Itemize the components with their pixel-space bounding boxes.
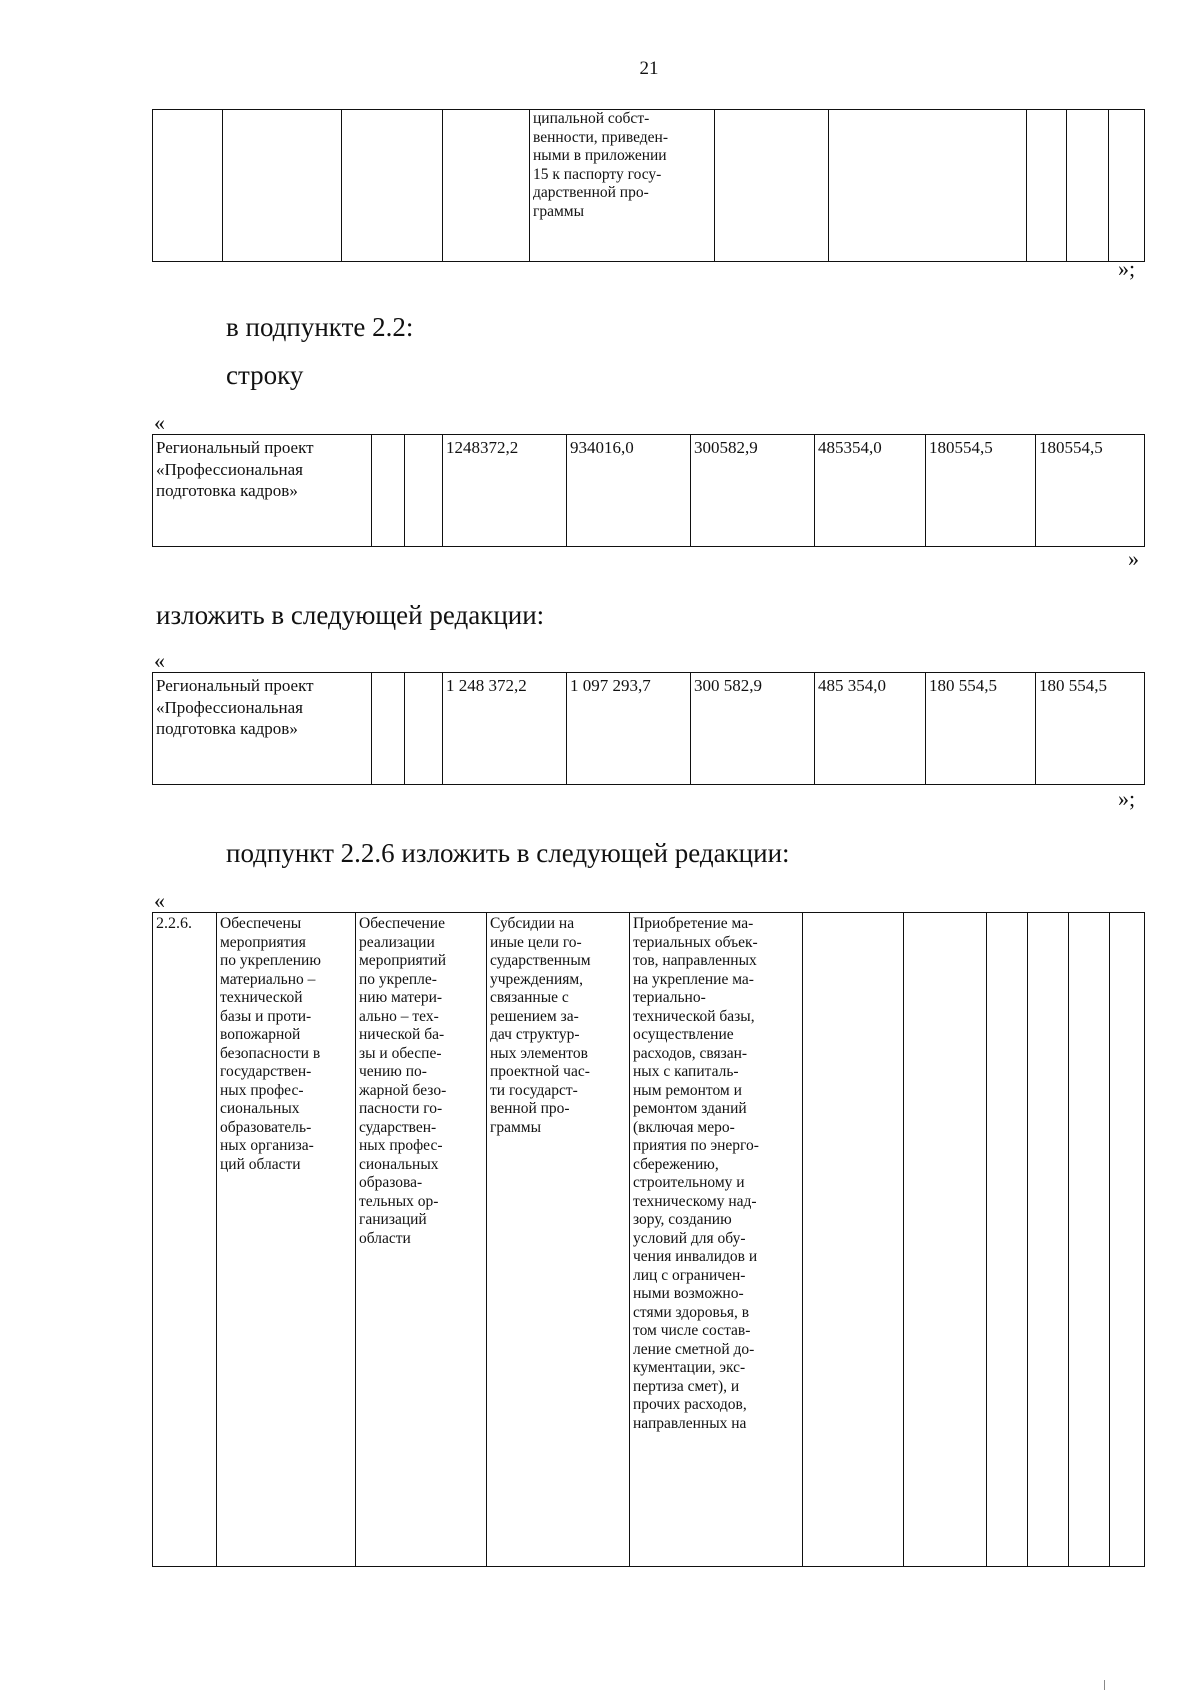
col4-line: сбережению, xyxy=(633,1155,719,1173)
col2-line: пасности го- xyxy=(359,1100,443,1117)
col2-text xyxy=(356,913,487,1567)
col1-line: ных организа- xyxy=(220,1137,314,1154)
old-value: 1248372,2 xyxy=(443,435,567,547)
top-cell-4 xyxy=(443,110,530,262)
col4-line: технической базы, xyxy=(633,1007,755,1025)
col2-line: ально – тех- xyxy=(359,1007,439,1025)
col4-line: приятия по энерго- xyxy=(633,1137,759,1154)
col3-text xyxy=(487,913,630,1567)
old-value: 934016,0 xyxy=(567,435,691,547)
col3-line: учреждениям, xyxy=(490,970,584,988)
col1-line: мероприятия xyxy=(220,933,306,951)
open-quote-2-2-6: « xyxy=(154,888,165,913)
col4-line: (включая меро- xyxy=(633,1118,735,1136)
old-row-name xyxy=(153,435,372,547)
col3-line: решением за- xyxy=(490,1007,579,1025)
col1-line: образователь- xyxy=(220,1118,312,1136)
top-cell-10 xyxy=(1109,110,1145,262)
col4-line: том числе состав- xyxy=(633,1322,751,1339)
old-empty-2 xyxy=(405,435,443,547)
col1-line: ных профес- xyxy=(220,1081,304,1099)
col2-line: ганизаций xyxy=(359,1211,427,1228)
col4-line: пертиза смет), и xyxy=(633,1377,740,1395)
col4-line: териально- xyxy=(633,989,706,1006)
col2-line: жарной безо- xyxy=(359,1081,447,1099)
col3-line: Субсидии на xyxy=(490,915,575,932)
col4-line: направленных на xyxy=(633,1414,747,1432)
col1-line: вопожарной xyxy=(220,1026,301,1043)
col4-line: строительному и xyxy=(633,1174,745,1191)
old-name-line: «Профессиональная xyxy=(156,459,303,479)
top-text-line: венности, приведен- xyxy=(533,128,668,146)
top-cell-1 xyxy=(153,110,223,262)
col4-line: чения инвалидов и xyxy=(633,1248,758,1265)
col5-empty xyxy=(803,913,904,1567)
col1-line: ций области xyxy=(220,1155,301,1173)
col2-line: области xyxy=(359,1229,411,1247)
top-text-line: 15 к паспорту госу- xyxy=(533,165,662,183)
table-2-2-6 xyxy=(152,912,1145,1567)
col1-line: сиональных xyxy=(220,1100,300,1117)
new-name-line: подготовка кадров» xyxy=(156,719,298,738)
old-name-line: Региональный проект xyxy=(156,438,314,457)
new-row-table xyxy=(152,672,1145,785)
col9-empty xyxy=(1069,913,1110,1567)
new-value: 180 554,5 xyxy=(926,673,1036,785)
top-text-line: дарственной про- xyxy=(533,184,649,201)
old-value: 485354,0 xyxy=(815,435,926,547)
col2-line: реализации xyxy=(359,933,435,951)
top-text-cell xyxy=(530,110,715,262)
open-quote-old: « xyxy=(154,410,165,435)
new-value: 1 097 293,7 xyxy=(567,673,691,785)
new-value: 300 582,9 xyxy=(691,673,815,785)
col4-line: ремонтом зданий xyxy=(633,1100,747,1117)
top-cell-9 xyxy=(1067,110,1109,262)
col2-line: по укрепле- xyxy=(359,970,437,988)
sub-2-2-6-heading: подпункт 2.2.6 изложить в следующей редакции: xyxy=(226,838,790,868)
col2-line: нической ба- xyxy=(359,1026,445,1043)
col4-line: Приобретение ма- xyxy=(633,915,754,932)
col4-line: техническому над- xyxy=(633,1192,757,1210)
new-name-line: Региональный проект xyxy=(156,676,314,695)
new-value: 180 554,5 xyxy=(1036,673,1145,785)
col3-line: дач структур- xyxy=(490,1026,580,1043)
col4-line: зору, созданию xyxy=(633,1211,732,1228)
col7-empty xyxy=(987,913,1028,1567)
old-value: 180554,5 xyxy=(1036,435,1145,547)
new-value: 485 354,0 xyxy=(815,673,926,785)
col2-line: образова- xyxy=(359,1174,423,1191)
new-name-line: «Профессиональная xyxy=(156,697,303,717)
col1-line: безопасности в xyxy=(220,1044,321,1062)
col3-line: граммы xyxy=(490,1118,542,1136)
col4-line: кументации, экс- xyxy=(633,1359,746,1376)
top-cell-3 xyxy=(342,110,443,262)
col3-line: венной про- xyxy=(490,1100,570,1117)
old-empty-1 xyxy=(372,435,405,547)
col1-line: материально – xyxy=(220,970,316,988)
col2-line: нию матери- xyxy=(359,989,443,1006)
scan-edge-mark xyxy=(1104,1680,1105,1690)
old-value: 300582,9 xyxy=(691,435,815,547)
col6-empty xyxy=(904,913,987,1567)
top-cell-7 xyxy=(829,110,1027,262)
col4-line: териальных объек- xyxy=(633,933,758,951)
col3-line: ти государст- xyxy=(490,1081,578,1099)
col4-line: лиц с ограничен- xyxy=(633,1266,746,1284)
page-number: 21 xyxy=(639,58,659,79)
top-text-line: ными в приложении xyxy=(533,147,667,164)
col4-line: расходов, связан- xyxy=(633,1044,748,1062)
col2-line: ных профес- xyxy=(359,1137,443,1154)
col4-text xyxy=(630,913,803,1567)
col3-line: связанные с xyxy=(490,989,569,1006)
close-quote-new: »; xyxy=(1118,786,1136,811)
col1-line: технической xyxy=(220,989,303,1006)
old-name-line: подготовка кадров» xyxy=(156,481,298,500)
top-text-line: ципальной собст- xyxy=(533,110,650,127)
new-empty-1 xyxy=(372,673,405,785)
top-cell-6 xyxy=(715,110,829,262)
section-heading: в подпункте 2.2: xyxy=(226,312,414,342)
col4-line: ным ремонтом и xyxy=(633,1081,742,1099)
top-cell-8 xyxy=(1027,110,1067,262)
col4-line: ных с капиталь- xyxy=(633,1063,739,1080)
close-quote-old: » xyxy=(1128,546,1139,571)
col1-line: базы и проти- xyxy=(220,1007,312,1025)
old-value: 180554,5 xyxy=(926,435,1036,547)
col4-line: прочих расходов, xyxy=(633,1396,747,1413)
row-number: 2.2.6. xyxy=(153,913,217,1567)
col3-line: проектной час- xyxy=(490,1063,590,1080)
col3-line: сударственным xyxy=(490,952,591,969)
col2-line: Обеспечение xyxy=(359,915,445,932)
col3-line: иные цели го- xyxy=(490,933,582,951)
new-empty-2 xyxy=(405,673,443,785)
replace-heading: изложить в следующей редакции: xyxy=(156,600,545,630)
col1-text xyxy=(217,913,356,1567)
col3-line: ных элементов xyxy=(490,1044,588,1062)
old-row-table xyxy=(152,434,1145,547)
col1-line: по укреплению xyxy=(220,952,321,969)
col2-line: зы и обеспе- xyxy=(359,1044,442,1062)
col2-line: тельных ор- xyxy=(359,1192,439,1210)
col2-line: мероприятий xyxy=(359,952,447,969)
col4-line: на укрепление ма- xyxy=(633,970,754,988)
col8-empty xyxy=(1028,913,1069,1567)
open-quote-new: « xyxy=(154,648,165,673)
col10-empty xyxy=(1110,913,1145,1567)
top-table xyxy=(152,109,1145,262)
closing-quote-top: »; xyxy=(1118,256,1136,281)
section-subheading: строку xyxy=(226,360,304,390)
col4-line: осуществление xyxy=(633,1026,734,1043)
col2-line: чению по- xyxy=(359,1063,427,1080)
col4-line: ление сметной до- xyxy=(633,1340,755,1358)
top-cell-2 xyxy=(223,110,342,262)
col2-line: сударствен- xyxy=(359,1118,437,1136)
new-value: 1 248 372,2 xyxy=(443,673,567,785)
col1-line: государствен- xyxy=(220,1063,312,1080)
col4-line: стями здоровья, в xyxy=(633,1303,750,1321)
col4-line: тов, направленных xyxy=(633,952,757,969)
col2-line: сиональных xyxy=(359,1155,439,1173)
top-text-line: граммы xyxy=(533,202,585,220)
col4-line: условий для обу- xyxy=(633,1229,746,1247)
new-row-name xyxy=(153,673,372,785)
col1-line: Обеспечены xyxy=(220,915,302,932)
col4-line: ными возможно- xyxy=(633,1285,744,1302)
